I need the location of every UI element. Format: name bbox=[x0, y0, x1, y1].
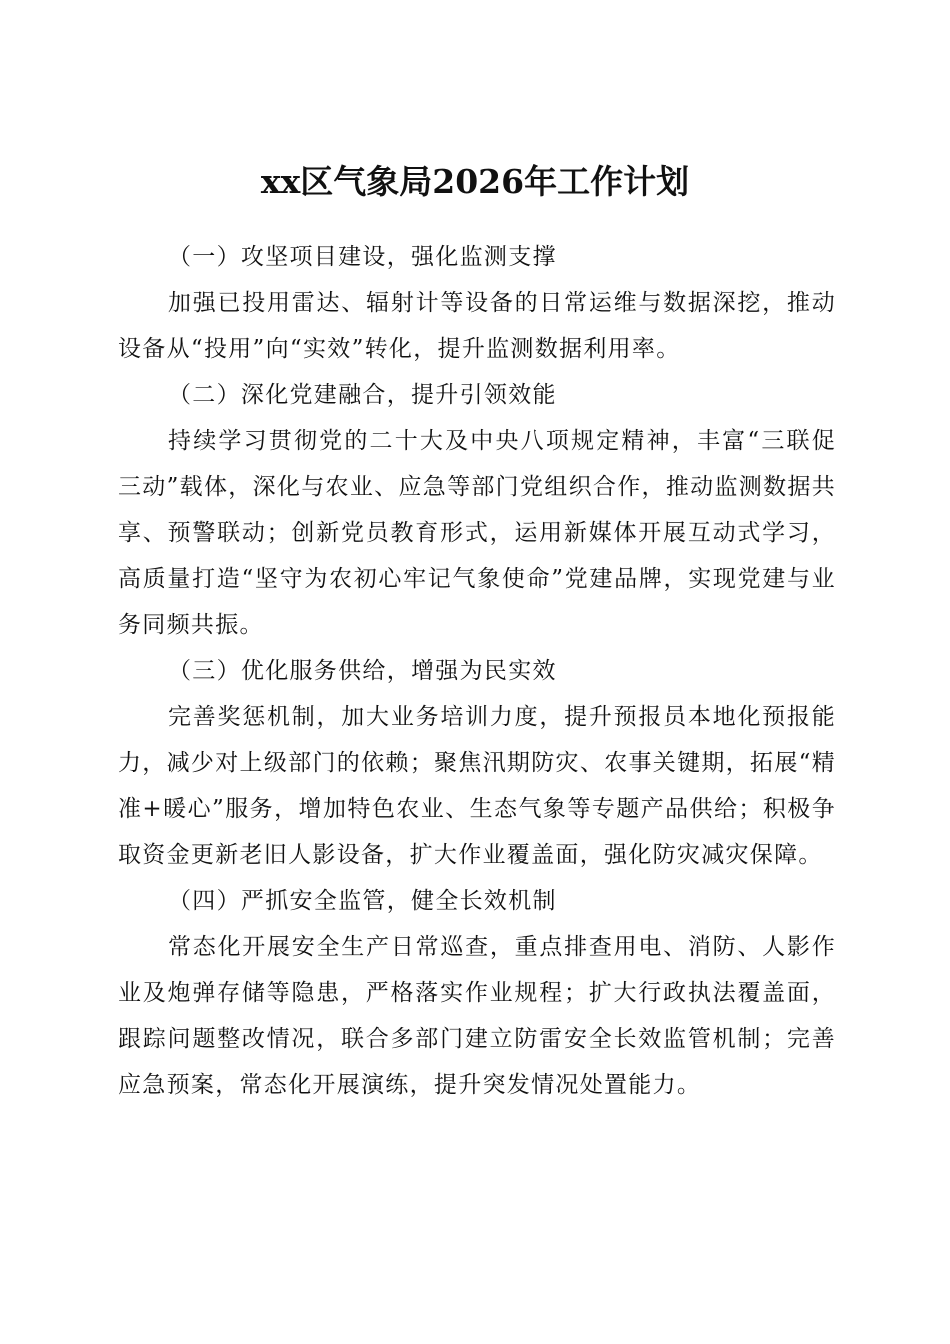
section-4 bbox=[118, 878, 836, 1108]
document-title: xx区气象局2026年工作计划 bbox=[260, 162, 690, 202]
section-2 bbox=[118, 372, 836, 648]
section-paragraph: 常态化开展安全生产日常巡查，重点排查用电、消防、人影作业及炮弹存储等隐患，严格落实作业规程；扩大行政执法覆盖面，跟踪问题整改情况，联合多部门建立防雷安全长效监管机制；完善应急预案，常态化开展演练，提升突发情况处置能力。 bbox=[118, 934, 836, 1098]
section-heading: （三）优化服务供给，增强为民实效 bbox=[168, 658, 557, 684]
section-paragraph: 加强已投用雷达、辐射计等设备的日常运维与数据深挖，推动设备从“投用”向“实效”转化，提升监测数据利用率。 bbox=[118, 290, 836, 362]
section-1 bbox=[118, 234, 836, 372]
section-paragraph: 完善奖惩机制，加大业务培训力度，提升预报员本地化预报能力，减少对上级部门的依赖；聚焦汛期防灾、农事关键期，拓展“精准+暖心”服务，增加特色农业、生态气象等专题产品供给；积极争取资金更新老旧人影设备，扩大作业覆盖面，强化防灾减灾保障。 bbox=[118, 704, 836, 868]
section-paragraph: 持续学习贯彻党的二十大及中央八项规定精神，丰富“三联促三动”载体，深化与农业、应急等部门党组织合作，推动监测数据共享、预警联动；创新党员教育形式，运用新媒体开展互动式学习，高质量打造“坚守为农初心牢记气象使命”党建品牌，实现党建与业务同频共振。 bbox=[118, 428, 836, 638]
document-body bbox=[118, 234, 836, 1108]
section-heading: （一）攻坚项目建设，强化监测支撑 bbox=[168, 244, 557, 270]
section-heading: （二）深化党建融合，提升引领效能 bbox=[168, 382, 557, 408]
section-3 bbox=[118, 648, 836, 878]
section-heading: （四）严抓安全监管，健全长效机制 bbox=[168, 888, 557, 914]
